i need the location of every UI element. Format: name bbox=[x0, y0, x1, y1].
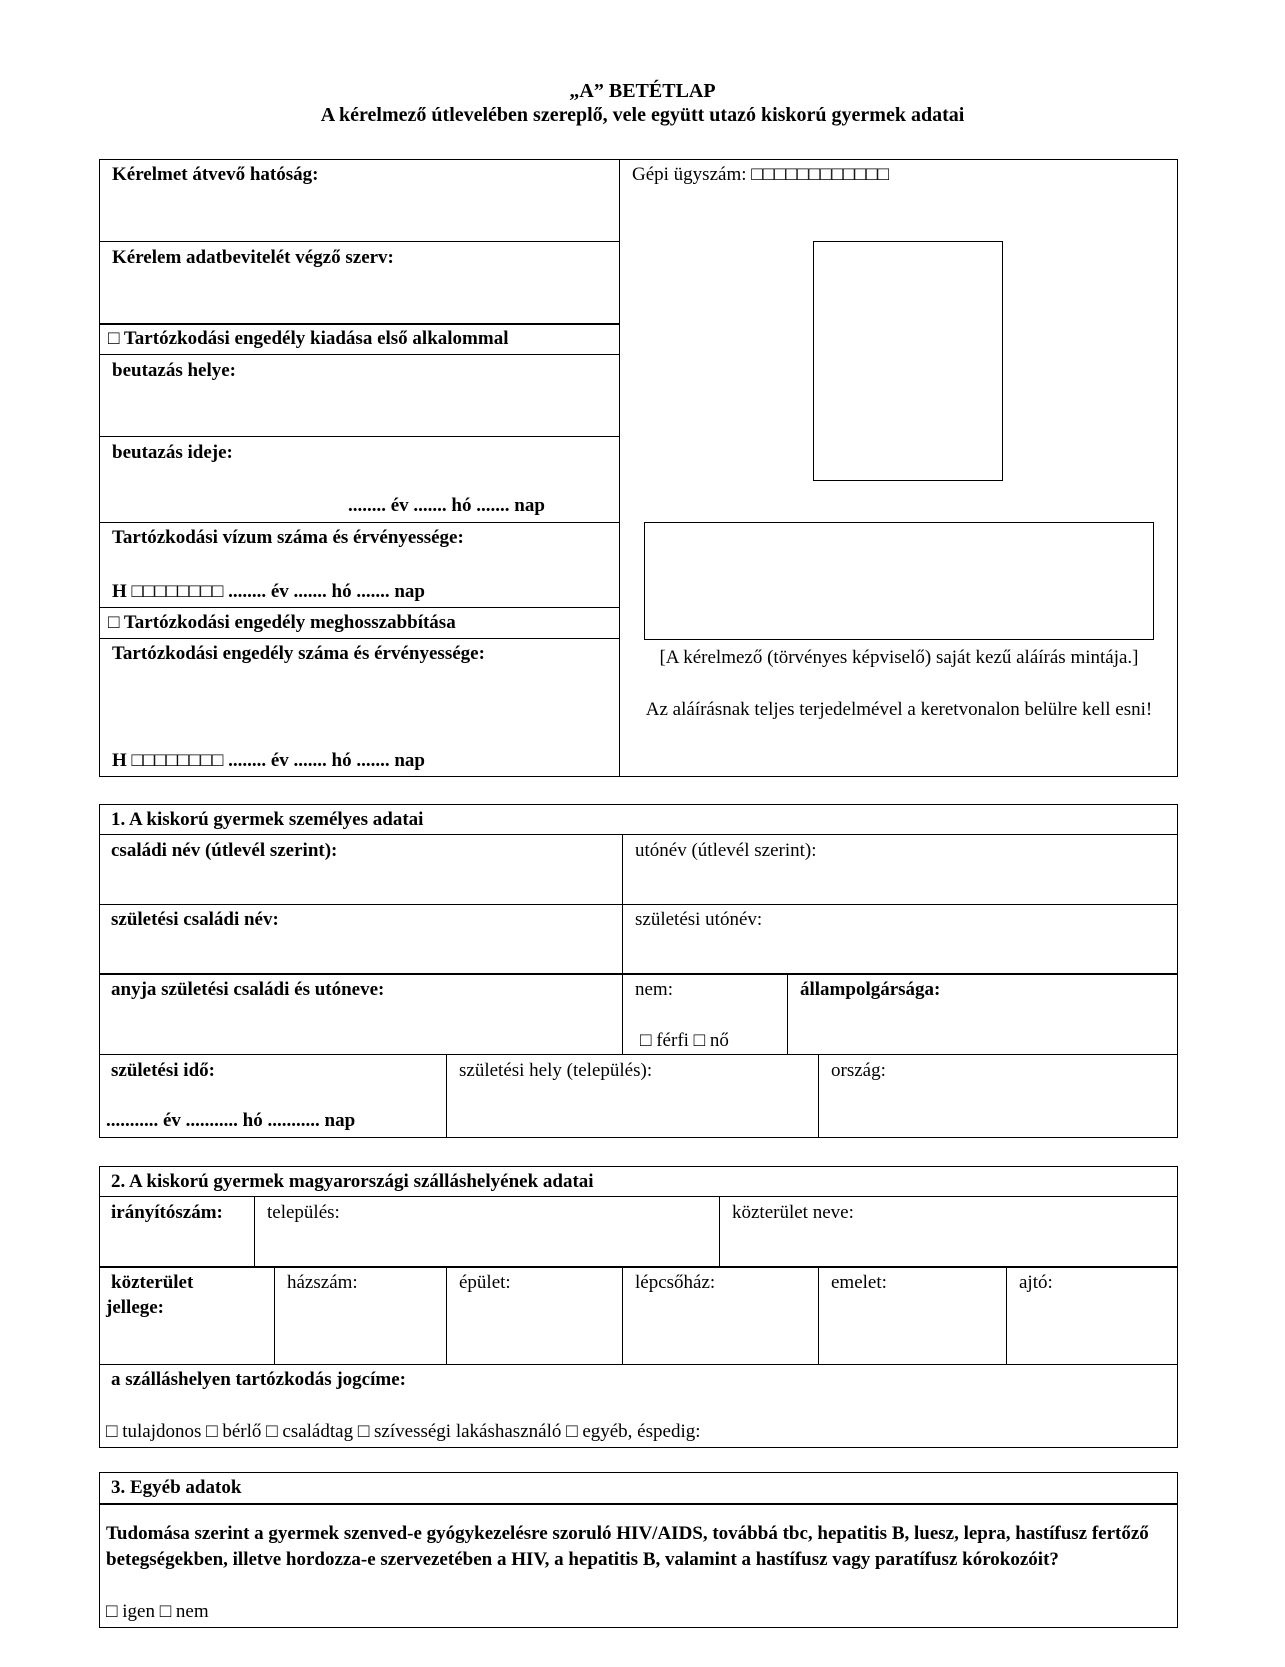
signature-note-2: Az aláírásnak teljes terjedelmével a keretvonalon belülre kell esni! bbox=[645, 699, 1153, 720]
signature-box[interactable] bbox=[644, 522, 1154, 640]
street-type-label-1: közterület bbox=[111, 1272, 194, 1293]
sex-label: nem: bbox=[635, 979, 673, 1000]
mother-name-label: anyja születési családi és utóneve: bbox=[111, 979, 385, 1000]
house-number-label: házszám: bbox=[287, 1272, 358, 1293]
top-block-divider bbox=[619, 159, 620, 777]
permit-line[interactable]: H □□□□□□□□ ........ év ....... hó ....... nap bbox=[112, 750, 425, 771]
health-question: Tudomása szerint a gyermek szenved-e gyógykezelésre szoruló HIV/AIDS, továbbá tbc, hepatitis B, luesz, lepra, hastífusz fertőző betegségekben, illetve hordozza-e szervezetében a HIV, a hepatitis B, valamint a hastífusz vagy paratífusz kórokozóit? bbox=[106, 1523, 1149, 1571]
data-entry-org-label: Kérelem adatbevitelét végző szerv: bbox=[112, 247, 394, 268]
zip-label: irányítószám: bbox=[111, 1202, 223, 1223]
entry-date-line[interactable]: ........ év ....... hó ....... nap bbox=[348, 495, 545, 516]
settlement-label: település: bbox=[267, 1202, 340, 1223]
family-name-label: családi név (útlevél szerint): bbox=[111, 840, 338, 861]
section1-heading: 1. A kiskorú gyermek személyes adatai bbox=[111, 809, 424, 830]
permit-label: Tartózkodási engedély száma és érvényessége: bbox=[112, 643, 485, 664]
entry-time-label: beutazás ideje: bbox=[112, 442, 233, 463]
section2-heading: 2. A kiskorú gyermek magyarországi szálláshelyének adatai bbox=[111, 1171, 594, 1192]
photo-box bbox=[813, 241, 1003, 481]
extension-checkbox[interactable]: □ Tartózkodási engedély meghosszabbítása bbox=[108, 612, 456, 633]
birth-given-name-label: születési utónév: bbox=[635, 909, 763, 930]
section3-heading: 3. Egyéb adatok bbox=[111, 1477, 242, 1498]
street-type-label-2: jellege: bbox=[106, 1297, 165, 1318]
entry-place-label: beutazás helye: bbox=[112, 360, 237, 381]
floor-label: emelet: bbox=[831, 1272, 887, 1293]
citizenship-label: állampolgársága: bbox=[800, 979, 941, 1000]
legal-title-options[interactable]: □ tulajdonos □ bérlő □ családtag □ szívességi lakáshasználó □ egyéb, éspedig: bbox=[106, 1421, 701, 1442]
given-name-label: utónév (útlevél szerint): bbox=[635, 840, 817, 861]
first-permit-checkbox[interactable]: □ Tartózkodási engedély kiadása első alkalommal bbox=[108, 328, 509, 349]
building-label: épület: bbox=[459, 1272, 511, 1293]
form-title: „A” BETÉTLAP bbox=[569, 80, 716, 102]
country-label: ország: bbox=[831, 1060, 886, 1081]
birth-date-label: születési idő: bbox=[111, 1060, 215, 1081]
signature-note-1: [A kérelmező (törvényes képviselő) saját kezű aláírás mintája.] bbox=[659, 647, 1139, 668]
receiving-authority-label: Kérelmet átvevő hatóság: bbox=[112, 164, 319, 185]
birth-date-line[interactable]: ........... év ........... hó ........... nap bbox=[106, 1110, 356, 1131]
section2 bbox=[99, 1166, 1178, 1448]
birth-place-label: születési hely (település): bbox=[459, 1060, 653, 1081]
birth-family-name-label: születési családi név: bbox=[111, 909, 279, 930]
form-subtitle: A kérelmező útlevelében szereplő, vele együtt utazó kiskorú gyermek adatai bbox=[320, 104, 965, 126]
health-options[interactable]: □ igen □ nem bbox=[106, 1601, 209, 1622]
visa-line[interactable]: H □□□□□□□□ ........ év ....... hó ....... nap bbox=[112, 581, 425, 602]
sex-options[interactable]: □ férfi □ nő bbox=[640, 1030, 729, 1051]
street-name-label: közterület neve: bbox=[732, 1202, 854, 1223]
visa-label: Tartózkodási vízum száma és érvényessége: bbox=[112, 527, 464, 548]
legal-title-label: a szálláshelyen tartózkodás jogcíme: bbox=[111, 1369, 406, 1390]
staircase-label: lépcsőház: bbox=[635, 1272, 716, 1293]
case-number: Gépi ügyszám: □□□□□□□□□□□□ bbox=[632, 164, 889, 185]
door-label: ajtó: bbox=[1019, 1272, 1053, 1293]
